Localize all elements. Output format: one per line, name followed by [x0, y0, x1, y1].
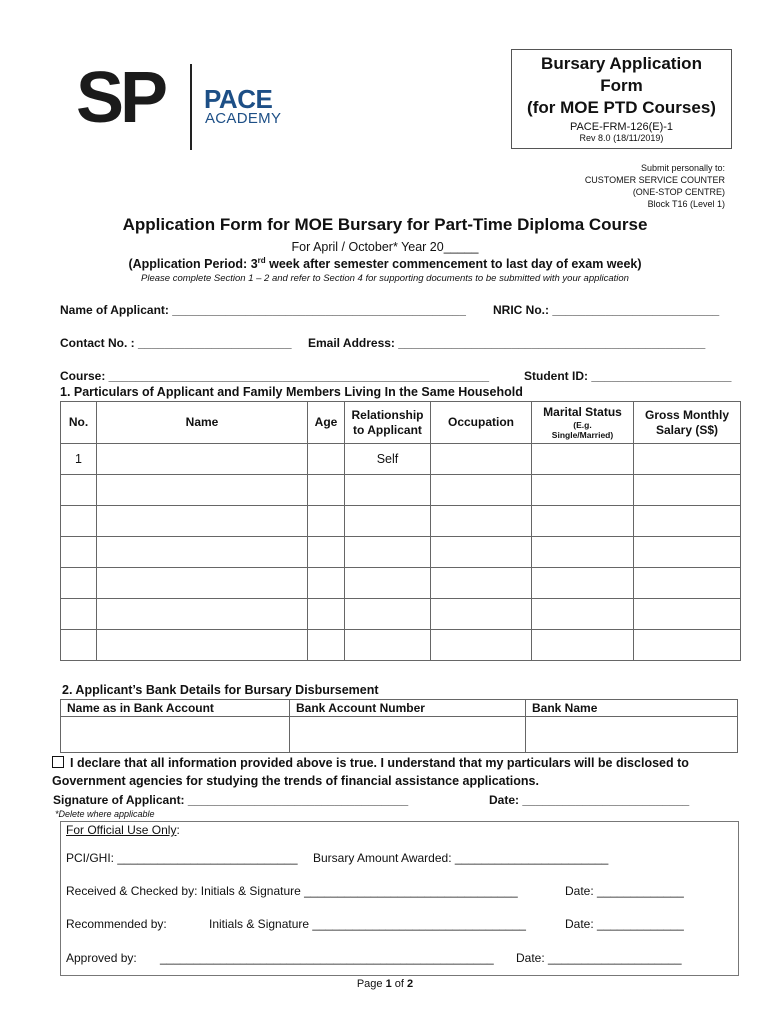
- received-date-field[interactable]: Date: _____________: [565, 884, 684, 898]
- col-relationship-l2: to Applicant: [353, 422, 422, 437]
- cell[interactable]: [61, 475, 97, 506]
- col-gross-l1: Gross Monthly: [644, 407, 729, 422]
- form-title-line2: Form: [600, 76, 643, 95]
- approved-date-field[interactable]: Date: ____________________: [516, 951, 682, 965]
- logo-sp: SP: [76, 58, 165, 138]
- email-field[interactable]: Email Address: ______________________________________________: [308, 336, 706, 350]
- approved-field[interactable]: __________________________________________________: [160, 951, 494, 965]
- app-period-pre: (Application Period: 3: [128, 257, 258, 272]
- cell[interactable]: [97, 630, 308, 661]
- cell[interactable]: [431, 475, 532, 506]
- form-title-line3: (for MOE PTD Courses): [527, 98, 716, 117]
- cell[interactable]: [634, 568, 741, 599]
- cell[interactable]: [308, 475, 345, 506]
- received-field[interactable]: Received & Checked by: Initials & Signature ________________________________: [66, 884, 518, 898]
- cell-bank-account-number[interactable]: [290, 717, 526, 753]
- instruction: Please complete Section 1 – 2 and refer to Section 4 for supporting documents to be submitted with your application: [141, 273, 629, 284]
- app-period-sup: rd: [257, 256, 266, 265]
- cell[interactable]: [97, 475, 308, 506]
- col-marital-eg1: (E.g.: [573, 420, 592, 430]
- course-field[interactable]: Course: _________________________________________________________: [60, 369, 490, 383]
- col-no: No.: [61, 402, 97, 444]
- cell[interactable]: [532, 537, 634, 568]
- bursary-amount-field[interactable]: Bursary Amount Awarded: _______________________: [313, 851, 609, 865]
- cell[interactable]: [634, 537, 741, 568]
- col-marital-l1: Marital Status: [543, 405, 622, 419]
- col-name: Name: [97, 402, 308, 444]
- cell[interactable]: [431, 630, 532, 661]
- cell-occupation[interactable]: [431, 444, 532, 475]
- pci-field[interactable]: PCI/GHI: ___________________________: [66, 851, 298, 865]
- cell[interactable]: [345, 537, 431, 568]
- recommended-label: Recommended by:: [66, 917, 167, 931]
- col-marital-eg2: Single/Married): [551, 430, 614, 440]
- application-period: [0, 256, 770, 271]
- approved-label: Approved by:: [66, 951, 137, 965]
- app-period-post: week after semester commencement to last day of exam week): [265, 257, 642, 272]
- cell[interactable]: [431, 599, 532, 630]
- cell[interactable]: [431, 537, 532, 568]
- form-title-line1: Bursary Application: [541, 54, 702, 73]
- table-row: [61, 717, 738, 753]
- col-relationship: [345, 402, 431, 444]
- page-number: [0, 978, 770, 990]
- col-gross: [634, 402, 741, 444]
- bank-table: [60, 699, 738, 753]
- cell[interactable]: [532, 630, 634, 661]
- form-revision: Rev 8.0 (18/11/2019): [579, 133, 664, 143]
- cell[interactable]: [97, 568, 308, 599]
- logo-pace: PACE: [204, 84, 273, 114]
- table-row: [61, 475, 741, 506]
- signature-field[interactable]: Signature of Applicant: _________________________________: [53, 793, 409, 807]
- cell[interactable]: [345, 506, 431, 537]
- recommended-date-field[interactable]: Date: _____________: [565, 917, 684, 931]
- declaration-text: I declare that all information provided above is true. I understand that my particulars will be disclosed to Government agencies for studying the trends of financial assistance applications.: [52, 756, 689, 788]
- cell[interactable]: [634, 475, 741, 506]
- cell[interactable]: [634, 599, 741, 630]
- page-current: 1: [385, 978, 392, 990]
- table-row: [61, 537, 741, 568]
- declaration-checkbox[interactable]: [52, 756, 64, 768]
- cell-bank-name[interactable]: [526, 717, 738, 753]
- col-bank-name: Bank Name: [526, 700, 738, 717]
- cell[interactable]: [431, 568, 532, 599]
- col-age: Age: [308, 402, 345, 444]
- cell-no: 1: [61, 444, 97, 475]
- logo-divider: [190, 64, 192, 150]
- cell[interactable]: [61, 568, 97, 599]
- form-code: PACE-FRM-126(E)-1: [569, 121, 674, 133]
- cell[interactable]: [431, 506, 532, 537]
- cell[interactable]: [345, 475, 431, 506]
- page-total: 2: [407, 978, 414, 990]
- cell[interactable]: [634, 630, 741, 661]
- cell[interactable]: [345, 630, 431, 661]
- student-id-field[interactable]: Student ID: _____________________: [524, 369, 732, 383]
- cell-bank-account-name[interactable]: [61, 717, 290, 753]
- delete-note: *Delete where applicable: [55, 809, 155, 819]
- col-bank-account-number: Bank Account Number: [290, 700, 526, 717]
- official-use-colon: :: [176, 823, 180, 837]
- submit-line: Submit personally to:: [640, 163, 725, 173]
- cell[interactable]: [634, 506, 741, 537]
- cell[interactable]: [532, 568, 634, 599]
- official-use-title: [66, 823, 180, 837]
- declaration: [52, 754, 742, 790]
- form-heading: Application Form for MOE Bursary for Part-Time Diploma Course: [122, 215, 648, 234]
- cell[interactable]: [345, 599, 431, 630]
- cell[interactable]: [61, 537, 97, 568]
- form-title-box: [511, 49, 732, 149]
- col-occupation: Occupation: [431, 402, 532, 444]
- page-pre: Page: [356, 978, 386, 990]
- period-line: For April / October* Year 20_____: [291, 240, 479, 254]
- section1-title: 1. Particulars of Applicant and Family Members Living In the Same Household: [60, 385, 523, 399]
- cell-age[interactable]: [308, 444, 345, 475]
- recommended-field[interactable]: Initials & Signature ________________________________: [209, 917, 526, 931]
- cell[interactable]: [61, 630, 97, 661]
- submit-line: (ONE-STOP CENTRE): [632, 187, 725, 197]
- contact-field[interactable]: Contact No. : _______________________: [60, 336, 292, 350]
- signature-date-field[interactable]: Date: _________________________: [489, 793, 690, 807]
- submit-line: Block T16 (Level 1): [647, 199, 725, 209]
- cell-marital[interactable]: [532, 444, 634, 475]
- official-use-title-text: For Official Use Only: [66, 823, 177, 837]
- cell[interactable]: [61, 506, 97, 537]
- col-relationship-l1: Relationship: [351, 407, 424, 422]
- nric-field[interactable]: NRIC No.: _________________________: [493, 303, 720, 317]
- household-table: [60, 401, 741, 661]
- page-mid: of: [391, 978, 408, 990]
- col-marital: [532, 402, 634, 444]
- name-field[interactable]: Name of Applicant: ____________________________________________: [60, 303, 466, 317]
- cell[interactable]: [308, 599, 345, 630]
- cell[interactable]: [308, 568, 345, 599]
- cell[interactable]: [308, 630, 345, 661]
- cell-name[interactable]: [97, 444, 308, 475]
- section2-title: 2. Applicant’s Bank Details for Bursary Disbursement: [62, 683, 379, 697]
- logo-academy: ACADEMY: [205, 110, 282, 127]
- cell[interactable]: [97, 506, 308, 537]
- table-row: [61, 444, 741, 475]
- cell[interactable]: [532, 475, 634, 506]
- cell[interactable]: [532, 506, 634, 537]
- submit-info: [585, 162, 725, 210]
- cell-relationship: Self: [345, 444, 431, 475]
- cell-gross[interactable]: [634, 444, 741, 475]
- table-row: [61, 568, 741, 599]
- cell[interactable]: [532, 599, 634, 630]
- cell[interactable]: [97, 599, 308, 630]
- submit-line: CUSTOMER SERVICE COUNTER: [584, 175, 725, 185]
- table-row: [61, 599, 741, 630]
- table-row: [61, 630, 741, 661]
- cell[interactable]: [61, 599, 97, 630]
- cell[interactable]: [345, 568, 431, 599]
- cell[interactable]: [97, 537, 308, 568]
- col-bank-account-name: Name as in Bank Account: [61, 700, 290, 717]
- cell[interactable]: [308, 506, 345, 537]
- table-row: [61, 506, 741, 537]
- col-gross-l2: Salary (S$): [655, 422, 719, 437]
- cell[interactable]: [308, 537, 345, 568]
